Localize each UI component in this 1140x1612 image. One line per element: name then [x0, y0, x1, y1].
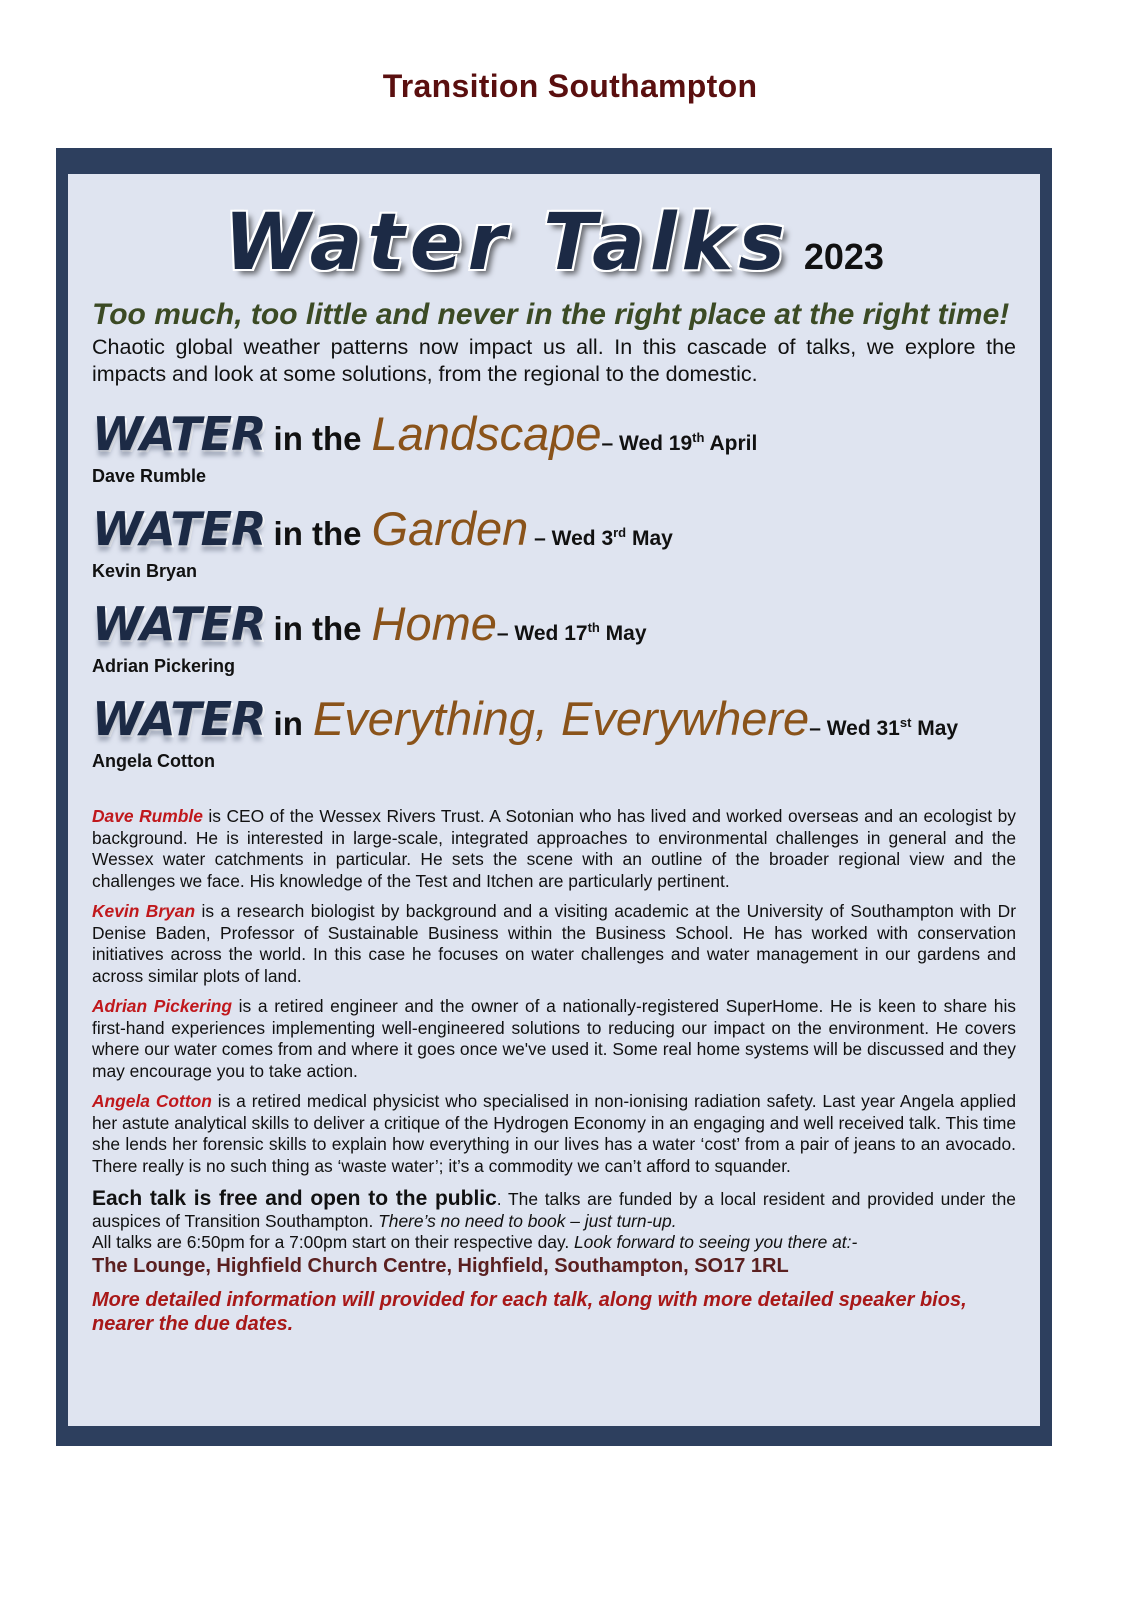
- talk-heading: [92, 406, 1016, 468]
- talk-date: [602, 432, 758, 455]
- talk-heading: [92, 501, 1016, 563]
- bio-text: is a retired engineer and the owner of a nationally-registered SuperHome. He is keen to share his first-hand experiences implementing well-engineered solutions to reducing our impact on the environment. He covers where our water comes from and where it goes once we've used it. Some real home systems will be discussed and they may encourage you to take action.: [92, 996, 1017, 1081]
- funding-text: . The talks are funded by a local resident and provided under the auspices of Transition Southampton.: [92, 1189, 1016, 1231]
- date-month: May: [626, 527, 673, 550]
- talk-connector: in the: [273, 515, 362, 552]
- talk-topic: Home: [371, 597, 497, 650]
- bio-text: is a retired medical physicist who specialised in non-ionising radiation safety. Last year Angela applied her astute analytical skills to deliver a critique of the Hydrogen Economy in an engaging and well received talk. This time she lends her forensic skills to explain how everything in our lives has a water ‘cost’ from a pair of jeans to an avocado. There really is no such thing as ‘waste water’; it’s a commodity we can’t afford to squander.: [92, 1091, 1016, 1176]
- talk-date: [528, 527, 673, 550]
- times-text: All talks are 6:50pm for a 7:00pm start on their respective day.: [92, 1232, 575, 1252]
- bio-speaker-name: Kevin Bryan: [92, 901, 196, 921]
- talk-connector: in: [273, 705, 303, 742]
- poster-panel: [68, 174, 1040, 1426]
- date-day: – Wed 3: [528, 527, 614, 550]
- talk-topic: Everything, Everywhere: [312, 692, 810, 745]
- water-word: WATER: [92, 502, 266, 556]
- headline-title: Water Talks: [224, 198, 790, 288]
- talk-date: [809, 717, 958, 740]
- headline-year: 2023: [803, 236, 884, 277]
- speaker-bio: [92, 1091, 1016, 1177]
- date-suffix: st: [899, 715, 912, 730]
- bio-speaker-name: Angela Cotton: [92, 1091, 212, 1111]
- tagline: Too much, too little and never in the right place at the right time!: [92, 298, 1010, 331]
- bio-text: is a research biologist by background and a visiting academic at the University of Southampton with Dr Denise Baden, Professor of Sustainable Business within the Business School. He has worked with conservation initiatives across the world. In this case he focuses on water challenges and water management in our gardens and across similar plots of land.: [92, 901, 1017, 986]
- date-month: May: [599, 622, 647, 645]
- event-info: [92, 1188, 1016, 1254]
- talk-connector: in the: [273, 420, 362, 457]
- talk-speaker: Adrian Pickering: [92, 656, 236, 676]
- date-day: – Wed 17: [496, 622, 588, 645]
- talk-heading: [92, 691, 1016, 753]
- date-suffix: th: [692, 430, 705, 445]
- talk-date: [497, 622, 647, 645]
- date-month: May: [911, 717, 959, 740]
- date-day: – Wed 31: [809, 717, 900, 740]
- talk-speaker: Kevin Bryan: [92, 561, 198, 581]
- no-booking-text: There’s no need to book – just turn-up.: [378, 1210, 677, 1231]
- speaker-bio: [92, 901, 1016, 987]
- look-forward-text: Look forward to seeing you there at:-: [574, 1232, 858, 1252]
- bio-speaker-name: Adrian Pickering: [92, 996, 233, 1016]
- water-word: WATER: [92, 692, 266, 746]
- bio-speaker-name: Dave Rumble: [92, 806, 203, 826]
- free-lead: Each talk is free and open to the public: [92, 1187, 497, 1210]
- talk-topic: Garden: [371, 502, 529, 555]
- talk-connector: in the: [273, 610, 362, 647]
- date-day: – Wed 19: [601, 432, 693, 455]
- talk-topic: Landscape: [371, 407, 602, 460]
- organisation-title: Transition Southampton: [382, 68, 758, 104]
- date-suffix: th: [587, 620, 600, 635]
- intro-text: Chaotic global weather patterns now impact us all. In this cascade of talks, we explore the impacts and look at some solutions, from the regional to the domestic.: [92, 335, 1016, 386]
- date-suffix: rd: [613, 525, 627, 540]
- water-word: WATER: [92, 407, 266, 461]
- talk-speaker: Angela Cotton: [92, 751, 215, 771]
- water-word: WATER: [92, 597, 266, 651]
- date-month: April: [704, 432, 758, 455]
- talk-speaker: Dave Rumble: [92, 466, 207, 486]
- headline: [92, 174, 1016, 290]
- bio-text: is CEO of the Wessex Rivers Trust. A Sotonian who has lived and worked overseas and an ecologist by background. He is interested in large-scale, integrated approaches to environmental challenges in general and the Wessex water catchments in particular. He sets the scene with an outline of the broader regional view and the challenges we face. His knowledge of the Test and Itchen are particularly pertinent.: [92, 806, 1016, 891]
- venue-address: The Lounge, Highfield Church Centre, Highfield, Southampton, SO17 1RL: [92, 1254, 789, 1277]
- poster-frame: [56, 148, 1052, 1446]
- more-info-note: More detailed information will provided for each talk, along with more detailed speaker bios, nearer the due dates.: [92, 1288, 967, 1335]
- talk-heading: [92, 596, 1016, 658]
- speaker-bio: [92, 806, 1016, 892]
- speaker-bio: [92, 996, 1016, 1082]
